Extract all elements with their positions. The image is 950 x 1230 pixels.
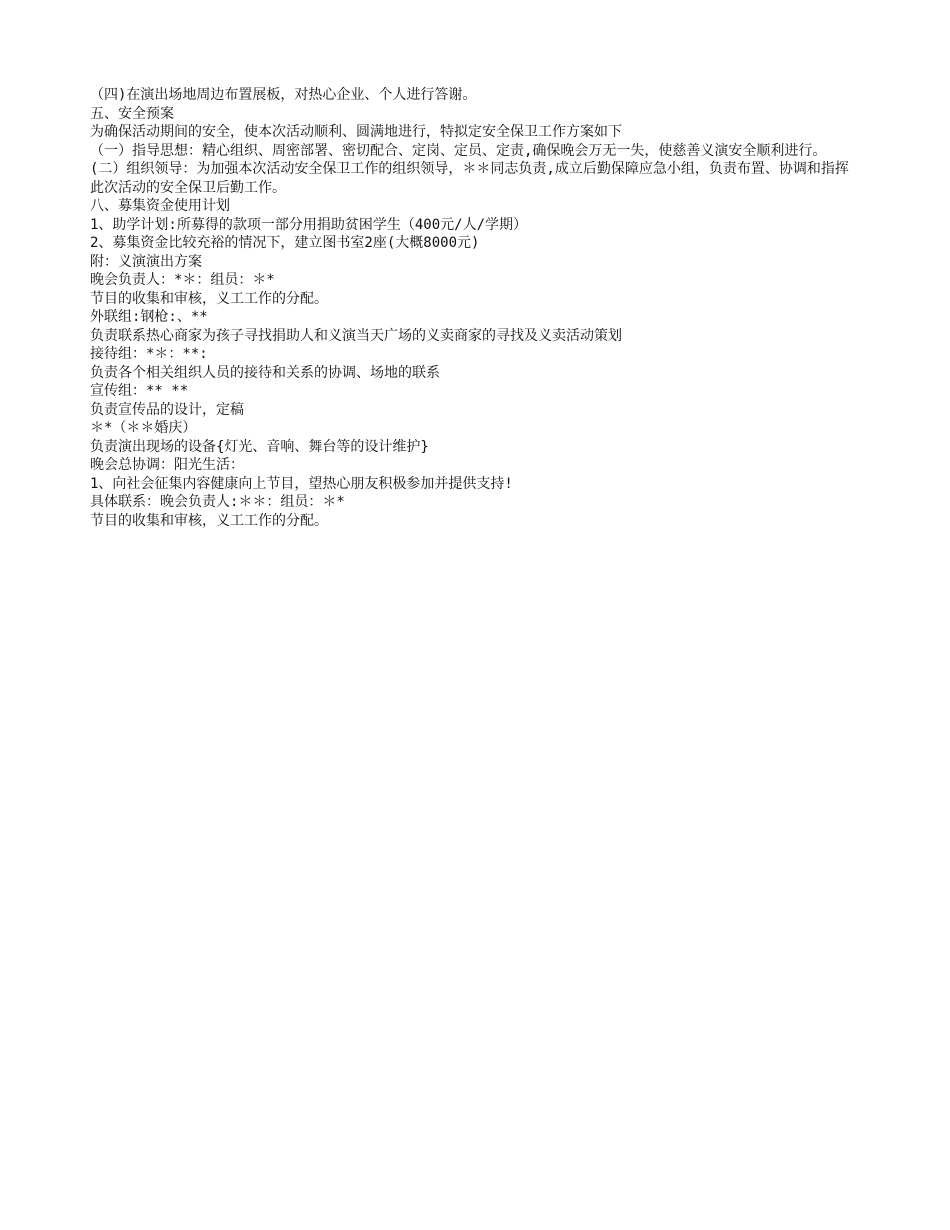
paragraph-publicity-group: 宣传组：** ** xyxy=(90,383,189,399)
paragraph-contact: 具体联系：晚会负责人:＊＊：组员：＊* xyxy=(90,494,345,510)
heading-appendix-performance-plan: 附：义演演出方案 xyxy=(90,253,202,270)
paragraph-reception-group: 接待组：*＊：**: xyxy=(90,346,208,362)
paragraph-program-review: 节目的收集和审核，义工工作的分配。 xyxy=(90,290,328,307)
paragraph-safety-intro: 为确保活动期间的安全，使本次活动顺利、圆满地进行，特拟定安全保卫工作方案如下 xyxy=(90,124,622,140)
paragraph-gala-lead: 晚会负责人：*＊：组员：＊* xyxy=(90,272,275,288)
paragraph-equipment-duties: 负责演出现场的设备{灯光、音响、舞台等的设计维护} xyxy=(90,438,429,455)
document-body xyxy=(90,86,860,530)
list-item-program-call: 1、向社会征集内容健康向上节目，望热心朋友积极参加并提供支持! xyxy=(90,475,513,492)
paragraph-general-coordination: 晚会总协调：阳光生活： xyxy=(90,457,244,473)
paragraph-program-review-repeat: 节目的收集和审核，义工工作的分配。 xyxy=(90,512,328,529)
heading-fund-usage-plan: 八、募集资金使用计划 xyxy=(90,198,230,214)
paragraph-thanks-display-boards: （四)在演出场地周边布置展板，对热心企业、个人进行答谢。 xyxy=(90,87,477,103)
paragraph-reception-duties: 负责各个相关组织人员的接待和关系的协调、场地的联系 xyxy=(90,364,440,381)
paragraph-organization-leadership: (二）组织领导：为加强本次活动安全保卫工作的组织领导，＊＊同志负责,成立后勤保障应急小组，负责布置、协调和指挥此次活动的安全保卫后勤工作。 xyxy=(90,161,849,196)
paragraph-outreach-duties: 负责联系热心商家为孩子寻找捐助人和义演当天广场的义卖商家的寻找及义卖活动策划 xyxy=(90,327,622,344)
paragraph-wedding-service: ＊*（＊＊婚庆） xyxy=(90,420,197,436)
paragraph-guiding-principle: （一）指导思想：精心组织、周密部署、密切配合、定岗、定员、定责,确保晚会万无一失，使慈善义演安全顺利进行。 xyxy=(90,142,827,159)
list-item-library-plan: 2、募集资金比较充裕的情况下，建立图书室2座(大概8000元) xyxy=(90,235,480,251)
paragraph-outreach-group: 外联组:钢枪:、** xyxy=(90,309,208,325)
heading-safety-plan: 五、安全预案 xyxy=(90,105,174,122)
list-item-student-aid-plan: 1、助学计划:所募得的款项一部分用捐助贫困学生（400元/人/学期） xyxy=(90,216,527,233)
paragraph-publicity-duties: 负责宣传品的设计，定稿 xyxy=(90,401,244,418)
